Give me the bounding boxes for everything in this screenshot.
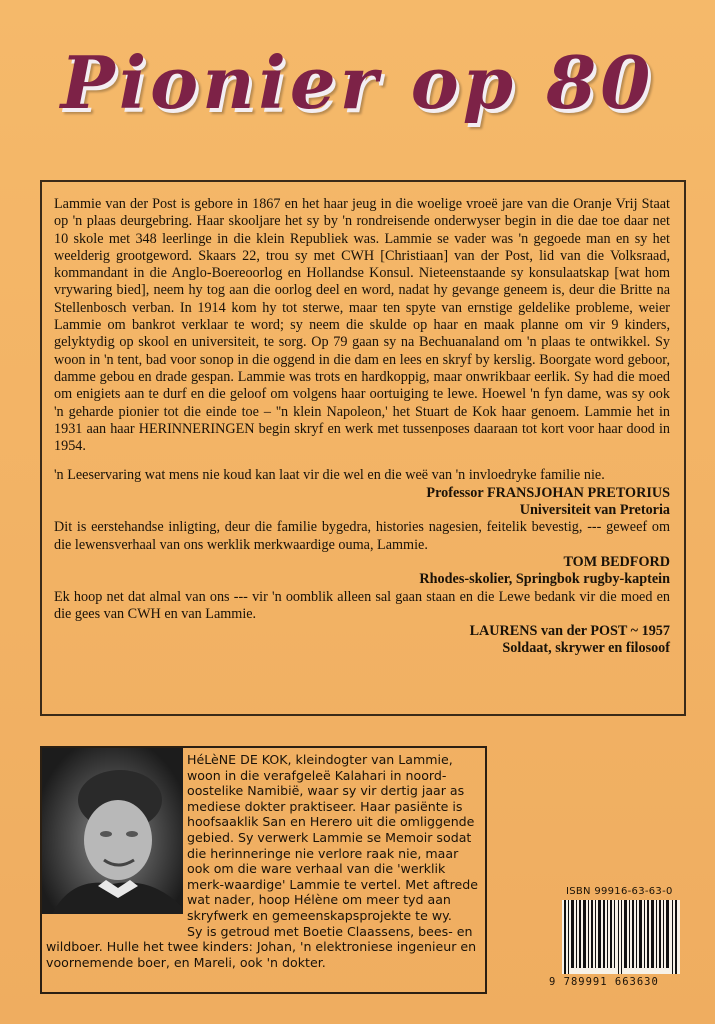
book-title: Pionier op 80 (60, 40, 655, 125)
author-bio-paragraph-2: Sy is getroud met Boetie Claassens, bees- en wildboer. Hulle het twee kinders: Johan, 'n elektroniese ingenieur en voornemende boer, en Mareli, ook 'n dokter. (46, 923, 477, 970)
blurb-paragraph: Lammie van der Post is gebore in 1867 en het haar jeug in die woelige vroeë jare van die Oranje Vrij Staat op 'n plaas deurgebring. Haar skooljare het sy by 'n rondreisende onderwyser begin in die dae toe daar net 10 skole met 348 leerlinge in die klein Republiek was. Lammie se vader was 'n gegoede man en sy het weelderig grootgeword. Skaars 22, trou sy met CWH [Christiaan] van der Post, lid van die Volksraad, kommandant in die Anglo-Boereoorlog en Hollandse Konsul. Nieteenstaande sy konsulaatskap [wat hom vrywaring bied], neem hy tog aan die oorlog deel en word, nadat hy gevange geneem is, deur die Britte na Stellenbosch verban. In 1914 kom hy tot sterwe, maar ten spyte van ernstige geldelike probleme, weier Lammie om bankrot verklaar te word; sy neem die skulde op haar en maak planne om vir 9 kinders, gelyktydig op skool en universiteit, te sorg. Op 79 gaan sy na Bechuanaland om 'n plaas te ontwikkel. Sy woon in 'n tent, bad voor sonop in die oggend in die dam en lees en skryf by kerslig. Boorgate word geboor, damme gebou en drade gespan. Lammie was trots en hardkoppig, maar onwrikbaar eerlik. Sy had die moed om enigiets aan te durf en die geloof om volgens haar oortuiging te lewe. Hoewel 'n fyn dame, was sy ook 'n geharde pionier tot die einde toe – ''n klein Napoleon,' het Stuart de Kok haar genoem. Lammie het in 1931 aan haar HERINNERINGEN begin skryf en werk met tussenposes daaraan tot kort voor haar dood in 1954. (54, 196, 670, 455)
quote-bedford-affiliation: Rhodes-skolier, Springbok rugby-kaptein (419, 571, 670, 588)
quote-vanderpost-affiliation: Soldaat, skrywer en filosoof (502, 640, 670, 657)
isbn-label: ISBN 99916-63-63-0 (566, 886, 673, 897)
barcode (562, 900, 680, 974)
quote-pretorius-author: Professor FRANSJOHAN PRETORIUS (426, 484, 670, 501)
author-bio-text (46, 752, 482, 970)
quote-bedford: Dit is eerstehandse inligting, deur die familie bygedra, histories nagesien, feitelik bevestig, --- geweef om die lewensverhaal van ons werklik merkwaardige ouma, Lammie. (54, 519, 670, 553)
blurb-panel (40, 180, 686, 716)
quote-vanderpost: Ek hoop net dat almal van ons --- vir 'n oomblik alleen sal gaan staan en die Lewe bedank vir die moed en die gees van CWH en van Lammie. (54, 588, 670, 622)
quote-vanderpost-author: LAURENS van der POST ~ 1957 (469, 623, 670, 640)
quote-pretorius-affiliation: Universiteit van Pretoria (519, 502, 670, 519)
author-bio-box (40, 746, 487, 994)
barcode-number: 9 789991 663630 (549, 976, 659, 988)
author-bio-paragraph-1: HéLèNE DE KOK, kleindogter van Lammie, woon in die verafgeleë Kalahari in noord-oostelike Namibië, waar sy vir dertig jaar as mediese dokter praktiseer. Haar pasiënte is hoofsaaklik San en Herero uit die omliggende gebied. Sy verwerk Lammie se Memoir sodat die herinneringe nie verlore raak nie, maar ook om die ware verhaal van die 'werklik merk-waardige' Lammie te vertel. Met aftrede wat nader, hoop Hélène om meer tyd aan skryfwerk en gemeenskapsprojekte te wy. (187, 752, 479, 923)
quote-bedford-author: TOM BEDFORD (563, 553, 670, 570)
quote-pretorius: 'n Leeservaring wat mens nie koud kan laat vir die wel en die weë van 'n invloedryke familie nie. (54, 467, 605, 484)
